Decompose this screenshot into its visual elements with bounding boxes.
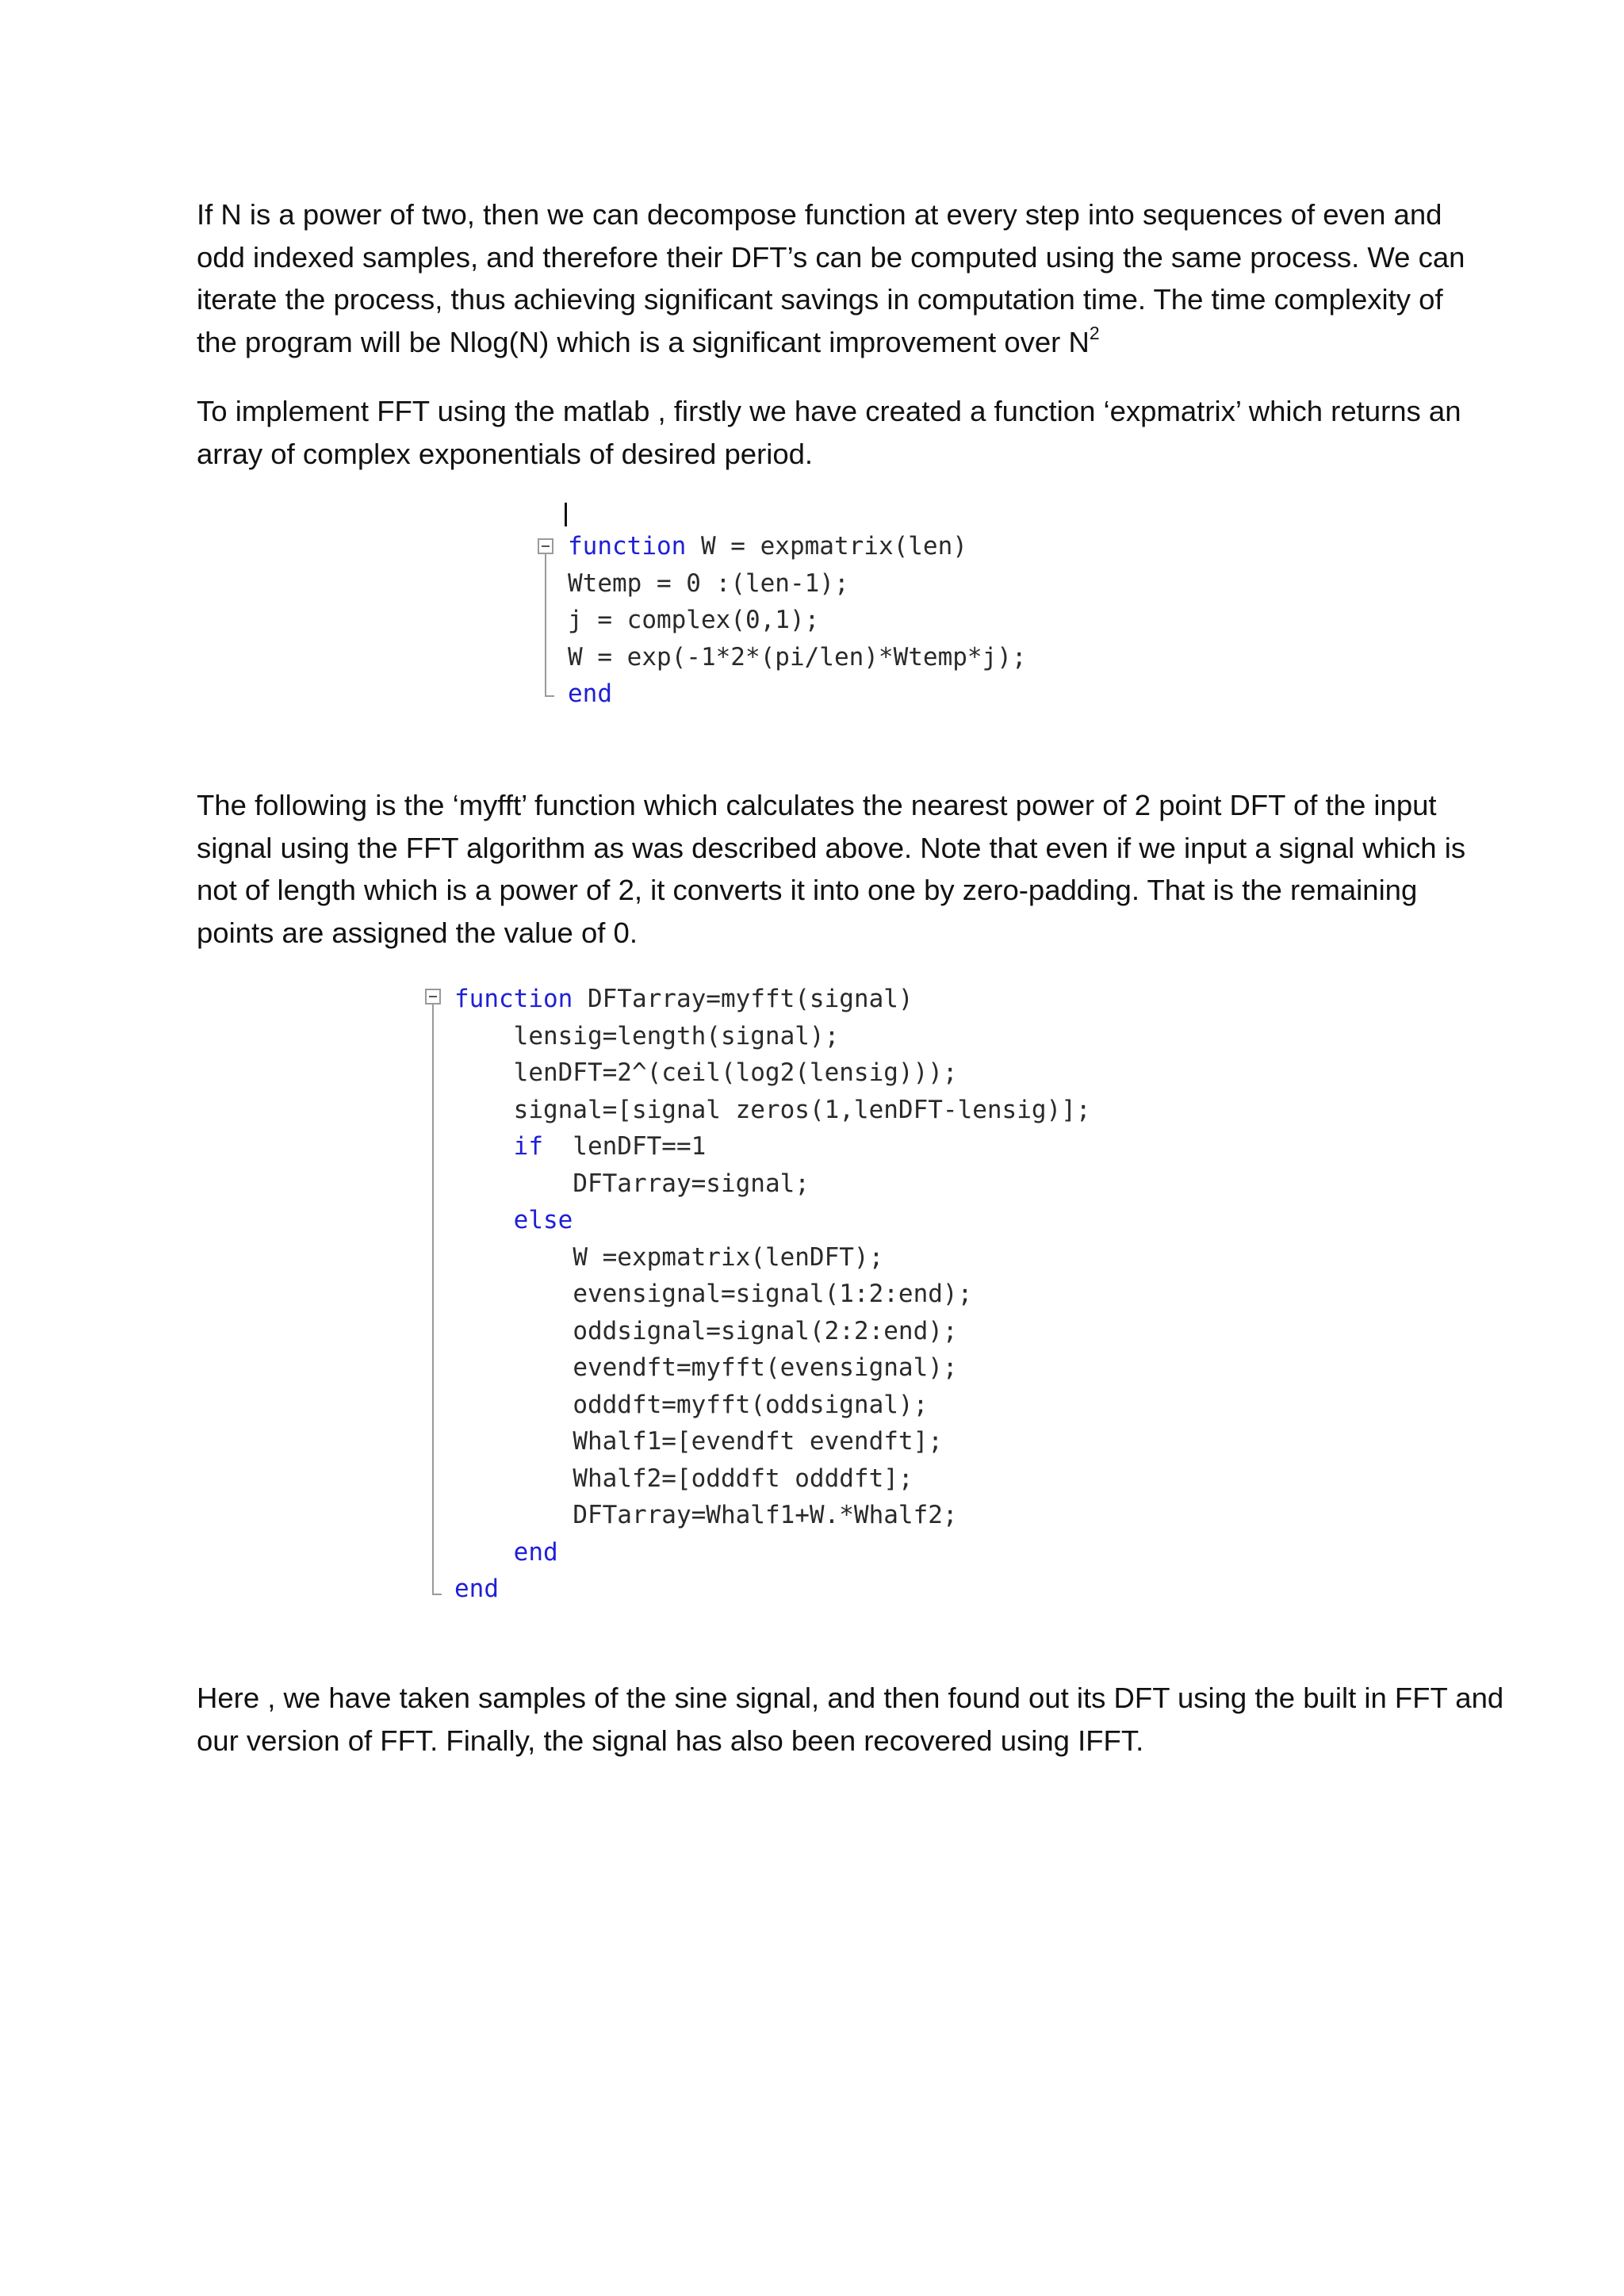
code-line: [454, 1387, 928, 1424]
code-indent: [454, 1132, 514, 1161]
code-indent: [454, 1427, 573, 1456]
code-text: odddft=myfft(oddsignal);: [573, 1390, 929, 1419]
code-line: [454, 1054, 958, 1092]
code-text: W = expmatrix(len): [686, 532, 967, 561]
code-text: W =expmatrix(lenDFT);: [573, 1242, 884, 1272]
text-line: points are assigned the value of 0.: [197, 916, 638, 949]
code-text: evendft=myfft(evensignal);: [573, 1353, 958, 1382]
code-indent: [454, 1317, 573, 1345]
code-text: DFTarray=signal;: [573, 1169, 810, 1198]
code-indent: [454, 1464, 573, 1493]
collapse-minus-icon: [538, 538, 553, 554]
code-line: [568, 602, 819, 639]
code-line: [568, 565, 849, 603]
paragraph-fft-decomposition: [197, 193, 1465, 367]
paragraph-expmatrix-intro: [197, 390, 1461, 475]
code-line: [454, 1497, 958, 1534]
code-line: [454, 1349, 958, 1387]
code-text: Whalf1=[evendft evendft];: [573, 1427, 943, 1456]
code-indent: [454, 1538, 514, 1567]
text-cursor-icon: [565, 503, 567, 526]
code-line: [454, 1128, 706, 1165]
code-text: lenDFT==1: [542, 1132, 707, 1161]
code-line: [454, 1092, 1091, 1129]
paragraph-myfft-intro: [197, 784, 1466, 954]
superscript-exponent: 2: [1089, 322, 1100, 343]
code-indent: [454, 1280, 573, 1308]
code-indent: [454, 1169, 573, 1198]
fold-guide-end: [432, 1594, 442, 1595]
code-line: [568, 675, 612, 713]
code-keyword: end: [568, 679, 612, 708]
text-line: the program will be Nlog(N) which is a significant improvement over N: [197, 325, 1090, 358]
code-text: Whalf2=[odddft odddft];: [573, 1464, 914, 1493]
code-line: [454, 1202, 573, 1239]
code-indent: [454, 1501, 573, 1529]
code-indent: [454, 1022, 514, 1050]
text-line: The following is the ‘myfft’ function which calculates the nearest power of 2 point DFT of the input: [197, 789, 1437, 821]
fold-guide-line: [545, 554, 546, 697]
code-text: Wtemp = 0 :(len-1);: [568, 568, 849, 598]
code-indent: [454, 1096, 514, 1124]
code-text: signal=[signal zeros(1,lenDFT-lensig)];: [513, 1095, 1091, 1124]
code-text: oddsignal=signal(2:2:end);: [573, 1316, 958, 1345]
code-text: DFTarray=myfft(signal): [573, 985, 914, 1013]
code-line: [568, 528, 967, 565]
code-keyword: if: [513, 1132, 543, 1161]
code-line: [454, 1313, 958, 1350]
code-keyword: end: [513, 1537, 558, 1567]
text-line-with-superscript: [197, 321, 1434, 368]
code-indent: [454, 1058, 514, 1087]
text-line: If N is a power of two, then we can decompose function at every step into sequences of even and: [197, 198, 1442, 231]
code-text: lenDFT=2^(ceil(log2(lensig)));: [513, 1058, 958, 1087]
code-text: evensignal=signal(1:2:end);: [573, 1280, 973, 1308]
text-line: iterate the process, thus achieving significant savings in computation time. The time complexity of: [197, 283, 1443, 316]
code-indent: [454, 1353, 573, 1382]
text-line: signal using the FFT algorithm as was described above. Note that even if we input a signal which is: [197, 831, 1466, 864]
code-line: [568, 639, 1027, 676]
text-line: To implement FFT using the matlab , firstly we have created a function ‘expmatrix’ which returns an: [197, 395, 1461, 427]
text-line: not of length which is a power of 2, it converts it into one by zero-padding. That is the remaining: [197, 874, 1418, 906]
fold-guide-line: [432, 1004, 434, 1595]
code-line: [454, 1239, 883, 1276]
paragraph-sine-example: [197, 1677, 1504, 1762]
code-line: [454, 1018, 839, 1055]
code-keyword: function: [568, 532, 687, 561]
collapse-minus-icon: [425, 989, 441, 1004]
code-keyword: end: [454, 1575, 499, 1603]
code-text: j = complex(0,1);: [568, 606, 820, 634]
text-line: our version of FFT. Finally, the signal has also been recovered using IFFT.: [197, 1724, 1144, 1757]
text-line: array of complex exponentials of desired period.: [197, 437, 814, 470]
code-text: lensig=length(signal);: [513, 1021, 840, 1050]
code-keyword: else: [513, 1206, 573, 1234]
code-line: [454, 1165, 810, 1203]
code-line: [454, 1423, 943, 1460]
text-line: Here , we have taken samples of the sine signal, and then found out its DFT using the built in FFT and: [197, 1682, 1504, 1714]
text-line: odd indexed samples, and therefore their DFT’s can be computed using the same process. We can: [197, 240, 1465, 274]
code-line: [454, 1460, 914, 1498]
code-indent: [454, 1391, 573, 1419]
code-indent: [454, 1206, 514, 1234]
code-indent: [454, 1243, 573, 1272]
code-line: [454, 1534, 558, 1571]
code-keyword: function: [454, 985, 573, 1013]
code-text: DFTarray=Whalf1+W.*Whalf2;: [573, 1501, 958, 1529]
code-line: [454, 1276, 972, 1313]
code-text: W = exp(-1*2*(pi/len)*Wtemp*j);: [568, 642, 1027, 672]
code-line: [454, 1571, 499, 1608]
fold-guide-end: [545, 695, 554, 697]
code-line: [454, 981, 914, 1018]
